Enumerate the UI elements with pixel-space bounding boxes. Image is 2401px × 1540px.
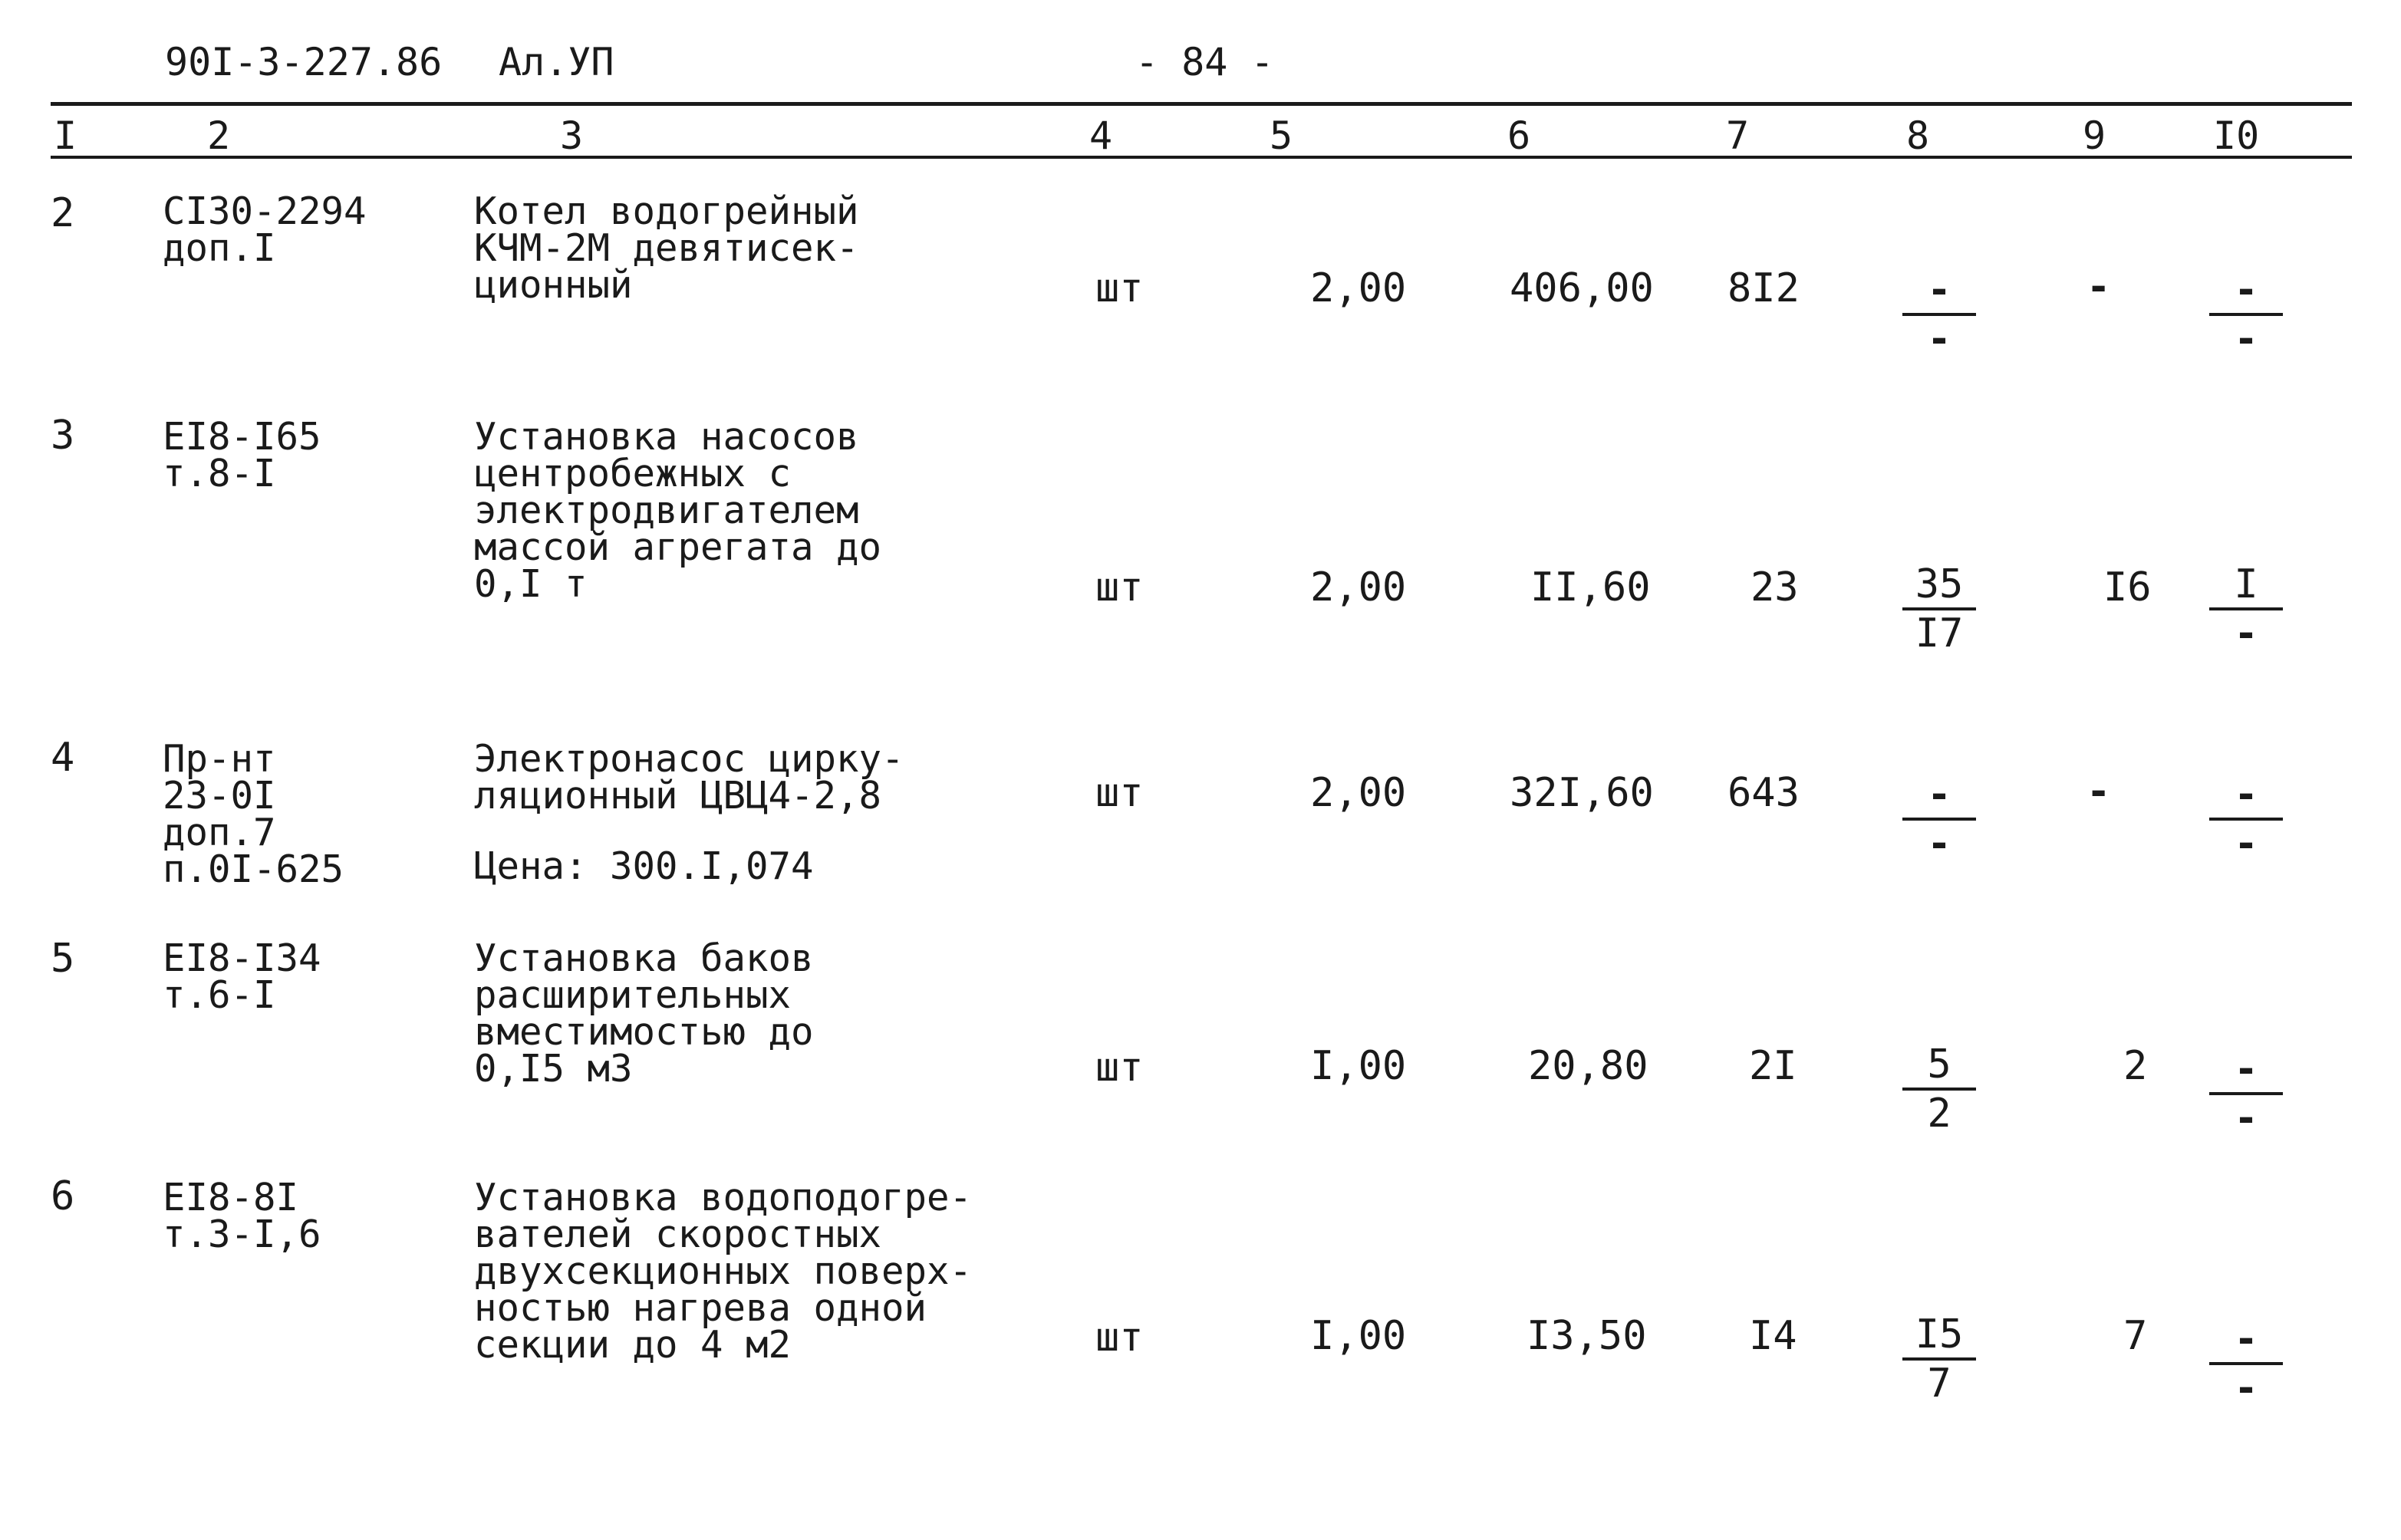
description-line: ностью нагрева одной	[474, 1286, 927, 1330]
description-line: Установка баков	[474, 936, 814, 980]
code-line: т.3-I,6	[163, 1213, 321, 1256]
code-line: доп.I	[163, 226, 276, 270]
row-code	[163, 737, 344, 891]
total-cost: 23	[1751, 564, 1799, 610]
column-number: I0	[2213, 114, 2260, 158]
code-line: EI8-8I	[163, 1176, 299, 1219]
unit-price: I3,50	[1527, 1313, 1647, 1359]
unit: шт	[1095, 770, 1144, 816]
unit: шт	[1095, 1315, 1144, 1361]
unit-price: 20,80	[1528, 1043, 1648, 1089]
col10-fraction: - -	[2209, 1318, 2283, 1410]
header-top-rule	[51, 102, 2352, 106]
header-bottom-rule	[51, 156, 2352, 159]
unit: шт	[1095, 1045, 1144, 1091]
col8-fraction: - -	[1902, 773, 1976, 865]
description-line: ционный	[474, 263, 633, 307]
description-line: 0,I5 м3	[474, 1047, 633, 1091]
row-number: 5	[51, 936, 75, 982]
total-cost: I4	[1749, 1313, 1797, 1359]
code-line: т.8-I	[163, 452, 276, 495]
col10-fraction: I -	[2209, 563, 2283, 655]
col9-value: I6	[2103, 564, 2152, 610]
description-line: двухсекционных поверх-	[474, 1249, 973, 1293]
description-line: 0,I т	[474, 562, 588, 606]
description-line: ляционный ЦВЦ4-2,8	[474, 774, 882, 818]
quantity: I,00	[1310, 1043, 1407, 1089]
row-code	[163, 936, 321, 1017]
code-line: т.6-I	[163, 973, 276, 1017]
unit: шт	[1095, 265, 1144, 311]
quantity: 2,00	[1310, 265, 1407, 311]
row-number: 6	[51, 1173, 75, 1219]
code-line: EI8-I34	[163, 936, 321, 980]
col10-fraction: - -	[2209, 268, 2283, 360]
quantity: I,00	[1310, 1313, 1407, 1359]
description-line: центробежных с	[474, 452, 792, 495]
column-number: 3	[560, 114, 584, 158]
code-line: Пр-нт	[163, 737, 276, 781]
col8-fraction: I5 7	[1902, 1313, 1976, 1405]
description-line: массой агрегата до	[474, 525, 882, 569]
row-description	[474, 415, 882, 606]
description-line: КЧМ-2М девятисек-	[474, 226, 859, 270]
description-line: секции до 4 м2	[474, 1323, 792, 1367]
col9-value: -	[2086, 264, 2111, 310]
row-description	[474, 1176, 973, 1367]
description-line: Установка водоподогре-	[474, 1176, 973, 1219]
unit-price: 406,00	[1510, 265, 1654, 311]
col8-fraction: 5 2	[1902, 1043, 1976, 1135]
row-code	[163, 1176, 321, 1256]
album-label: Ал.УП	[499, 40, 614, 84]
unit-price: II,60	[1530, 564, 1651, 610]
column-number: 7	[1726, 114, 1750, 158]
code-line: доп.7	[163, 811, 276, 854]
unit-price: 32I,60	[1510, 770, 1654, 816]
price-reference: Цена: 300.I,074	[474, 844, 814, 888]
col9-value: 7	[2123, 1313, 2148, 1359]
col8-fraction: - -	[1902, 268, 1976, 360]
column-number: 8	[1906, 114, 1930, 158]
document-code: 90I-3-227.86	[165, 40, 443, 84]
column-number: 2	[207, 114, 231, 158]
row-number: 3	[51, 413, 75, 459]
unit: шт	[1095, 564, 1144, 610]
page-number: - 84 -	[1135, 40, 1274, 84]
col10-fraction: - -	[2209, 1048, 2283, 1140]
row-number: 4	[51, 735, 75, 781]
total-cost: 8I2	[1727, 265, 1800, 311]
column-number: 5	[1270, 114, 1293, 158]
column-number: 4	[1089, 114, 1113, 158]
description-line: Установка насосов	[474, 415, 859, 459]
col9-value: 2	[2123, 1043, 2148, 1089]
description-line: Электронасос цирку-	[474, 737, 904, 781]
row-description	[474, 737, 904, 818]
quantity: 2,00	[1310, 770, 1407, 816]
code-line: п.0I-625	[163, 847, 344, 891]
description-line: электродвигателем	[474, 489, 859, 532]
col10-fraction: - -	[2209, 773, 2283, 865]
row-code	[163, 415, 321, 495]
column-number: 9	[2083, 114, 2106, 158]
row-code	[163, 189, 367, 270]
row-description	[474, 189, 859, 307]
col8-fraction: 35 I7	[1902, 563, 1976, 655]
description-line: вателей скоростных	[474, 1213, 882, 1256]
code-line: CI30-2294	[163, 189, 367, 233]
code-line: EI8-I65	[163, 415, 321, 459]
quantity: 2,00	[1310, 564, 1407, 610]
code-line: 23-0I	[163, 774, 276, 818]
row-description	[474, 936, 814, 1091]
description-line: расширительных	[474, 973, 792, 1017]
col9-value: -	[2086, 768, 2111, 814]
total-cost: 2I	[1749, 1043, 1797, 1089]
description-line: вместимостью до	[474, 1010, 814, 1054]
description-line: Котел водогрейный	[474, 189, 859, 233]
column-number: 6	[1507, 114, 1531, 158]
column-number: I	[54, 114, 77, 158]
total-cost: 643	[1727, 770, 1800, 816]
row-number: 2	[51, 190, 75, 236]
